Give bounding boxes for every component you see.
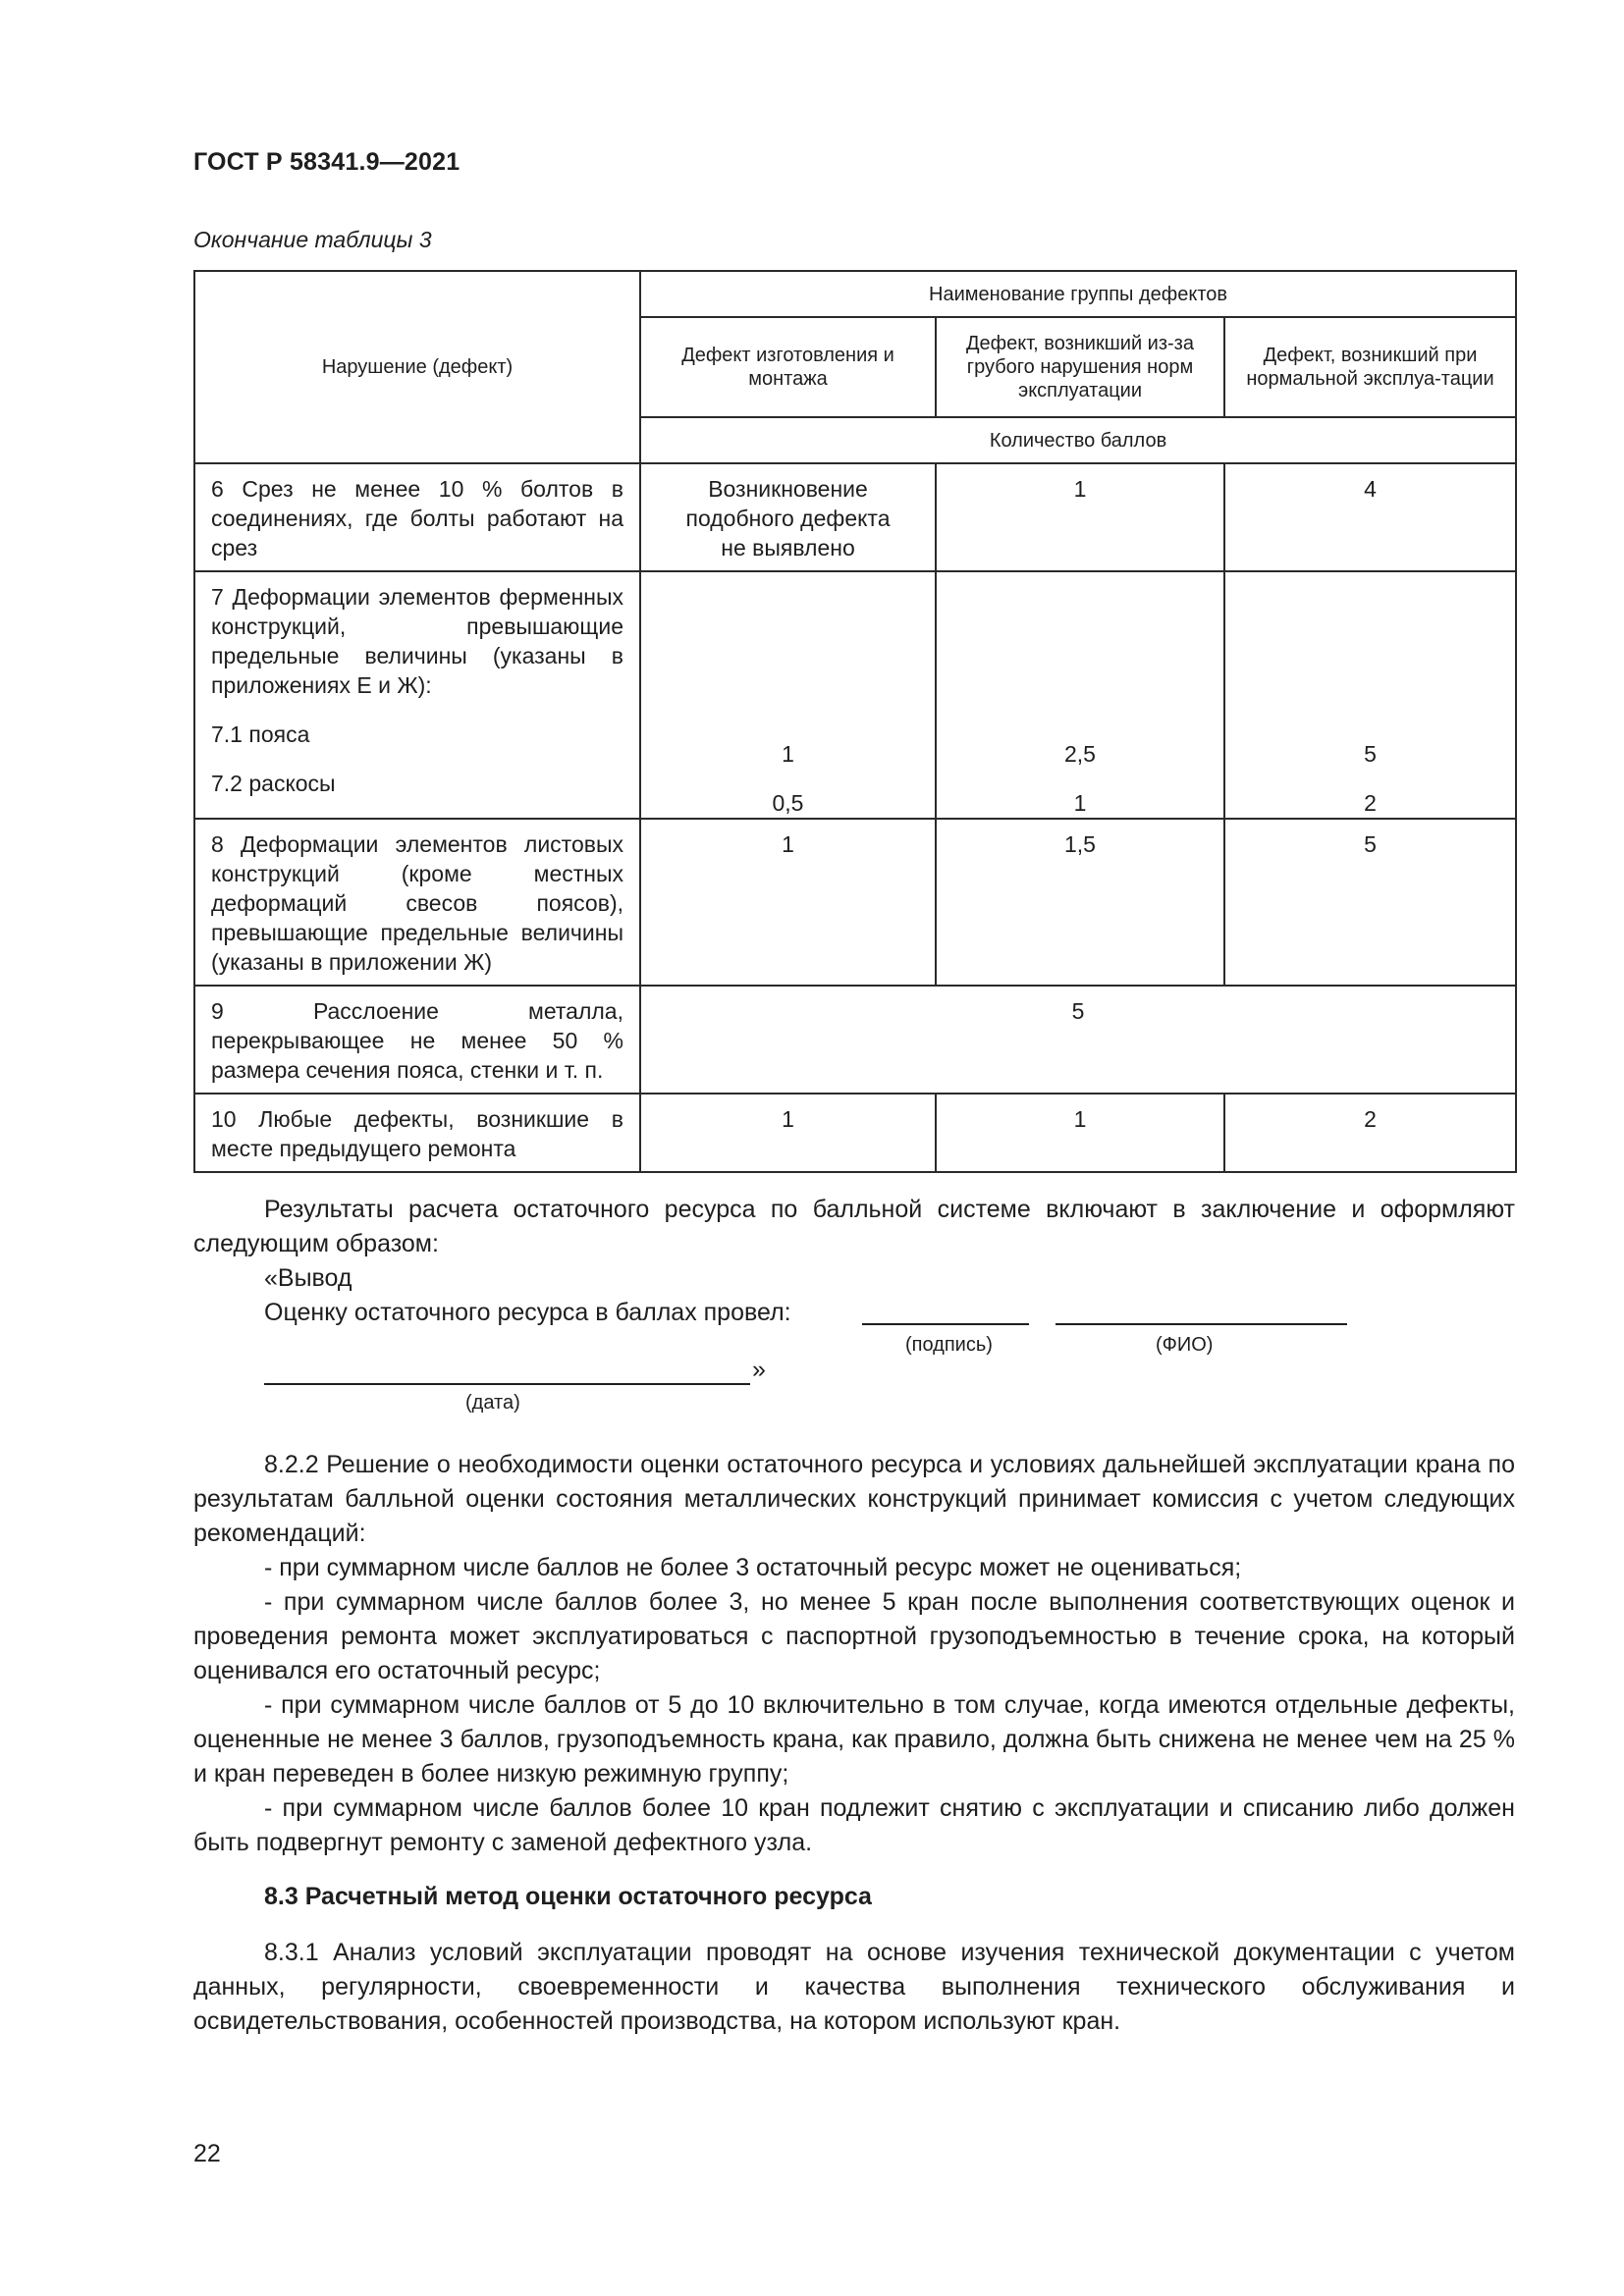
row-defect-name: 6 Срез не менее 10 % болтов в соединениях, где болты работают на срез xyxy=(194,463,640,571)
row-defect-title: 7 Деформации элементов ферменных конструкций, превышающие предельные величины (указаны в приложениях Е и Ж): xyxy=(211,584,623,698)
subrow-value: 2,5 xyxy=(1064,741,1096,767)
subrow-value: 1 xyxy=(782,741,794,767)
recommendation-item: - при суммарном числе баллов от 5 до 10 включительно в том случае, когда имеются отдельные дефекты, оцененные не менее 3 баллов, грузоподъемность крана, как правило, должна быть снижена не менее чем на 25 % и кран переведен в более низкую режимную группу; xyxy=(193,1691,1515,1788)
signature-blank xyxy=(862,1296,1029,1325)
date-label: (дата) xyxy=(465,1392,520,1414)
header-violation: Нарушение (дефект) xyxy=(194,271,640,463)
row-value-merged: 5 xyxy=(640,986,1516,1094)
row-value-normal: 2 xyxy=(1224,1094,1516,1172)
header-defect-group: Наименование группы дефектов xyxy=(640,271,1516,317)
conclusion-open-quote: «Вывод xyxy=(264,1264,352,1292)
row-value-manufacturing xyxy=(640,571,936,819)
table-header-row xyxy=(194,271,1516,317)
section-8-2-2-intro: 8.2.2 Решение о необходимости оценки остаточного ресурса и условиях дальнейшей эксплуатации крана по результатам балльной оценки состояния металлических конструкций принимает комиссия с учетом следующих рекомендаций: xyxy=(193,1451,1515,1547)
document-code: ГОСТ Р 58341.9—2021 xyxy=(193,148,460,176)
header-normal-operation-defect: Дефект, возникший при нормальной эксплуа-тации xyxy=(1224,317,1516,417)
subrow-value: 2 xyxy=(1364,790,1377,816)
name-label: (ФИО) xyxy=(1156,1334,1214,1356)
assessor-line xyxy=(193,1296,1515,1330)
row-defect-name: 10 Любые дефекты, возникшие в месте предыдущего ремонта xyxy=(194,1094,640,1172)
row-value-manufacturing: 1 xyxy=(640,1094,936,1172)
date-blank xyxy=(264,1356,750,1385)
row-defect-name: 8 Деформации элементов листовых конструкций (кроме местных деформаций свесов поясов), превышающие предельные величины (указаны в приложении Ж) xyxy=(194,819,640,986)
subrow-value: 5 xyxy=(1364,741,1377,767)
date-line xyxy=(193,1356,1515,1394)
subrow-name: 7.1 пояса xyxy=(211,721,310,747)
section-8-3-heading: 8.3 Расчетный метод оценки остаточного ресурса xyxy=(264,1883,872,1910)
assessor-label: Оценку остаточного ресурса в баллах провел: xyxy=(264,1299,791,1326)
recommendation-item: - при суммарном числе баллов не более 3 остаточный ресурс может не оцениваться; xyxy=(264,1554,1242,1581)
row-value-manufacturing: Возникновение подобного дефекта не выявлено xyxy=(640,463,936,571)
close-quote: » xyxy=(752,1356,766,1383)
row-value-normal xyxy=(1224,571,1516,819)
subrow-name: 7.2 раскосы xyxy=(211,771,336,796)
header-gross-violation-defect: Дефект, возникший из-за грубого нарушения норм эксплуатации xyxy=(936,317,1224,417)
defects-table xyxy=(193,270,1517,1173)
row-value-gross: 1 xyxy=(936,1094,1224,1172)
conclusion-block xyxy=(193,1193,1515,1423)
recommendation-item: - при суммарном числе баллов более 3, но менее 5 кран после выполнения соответствующих оценок и проведения ремонта может эксплуатироваться с паспортной грузоподъемностью в течение срока, на который оценивался его остаточный ресурс; xyxy=(193,1588,1515,1684)
section-8-2-2 xyxy=(193,1448,1515,1860)
date-caption-line xyxy=(193,1394,1515,1423)
section-8-3 xyxy=(193,1936,1515,2039)
row-defect-name: 9 Расслоение металла, перекрывающее не менее 50 % размера сечения пояса, стенки и т. п. xyxy=(194,986,640,1094)
conclusion-intro: Результаты расчета остаточного ресурса по балльной системе включают в заключение и оформляют следующим образом: xyxy=(193,1196,1515,1257)
header-points: Количество баллов xyxy=(640,417,1516,463)
row-value-normal: 5 xyxy=(1224,819,1516,986)
page-number: 22 xyxy=(193,2140,221,2167)
table-row xyxy=(194,1094,1516,1172)
row-value-manufacturing: 1 xyxy=(640,819,936,986)
row-value-normal: 4 xyxy=(1224,463,1516,571)
table-row xyxy=(194,986,1516,1094)
section-8-3-1-paragraph: 8.3.1 Анализ условий эксплуатации проводят на основе изучения технической документации с учетом данных, регулярности, своевременности и качества выполнения технического обслуживания и освидетельствования, особенностей производства, на котором используют кран. xyxy=(193,1939,1515,2035)
header-manufacturing-defect: Дефект изготовления и монтажа xyxy=(640,317,936,417)
table-caption: Окончание таблицы 3 xyxy=(193,227,432,252)
recommendation-item: - при суммарном числе баллов более 10 кран подлежит снятию с эксплуатации и списанию либо должен быть подвергнут ремонту с заменой дефектного узла. xyxy=(193,1794,1515,1856)
subrow-value: 1 xyxy=(1073,790,1087,816)
row-value-gross: 1 xyxy=(936,463,1224,571)
name-blank xyxy=(1056,1296,1347,1325)
table-row xyxy=(194,571,1516,819)
table-row xyxy=(194,463,1516,571)
row-value-gross: 1,5 xyxy=(936,819,1224,986)
subrow-value: 0,5 xyxy=(772,790,804,816)
table-row xyxy=(194,819,1516,986)
signature-label: (подпись) xyxy=(905,1334,993,1356)
row-defect-name xyxy=(194,571,640,819)
row-value-gross xyxy=(936,571,1224,819)
